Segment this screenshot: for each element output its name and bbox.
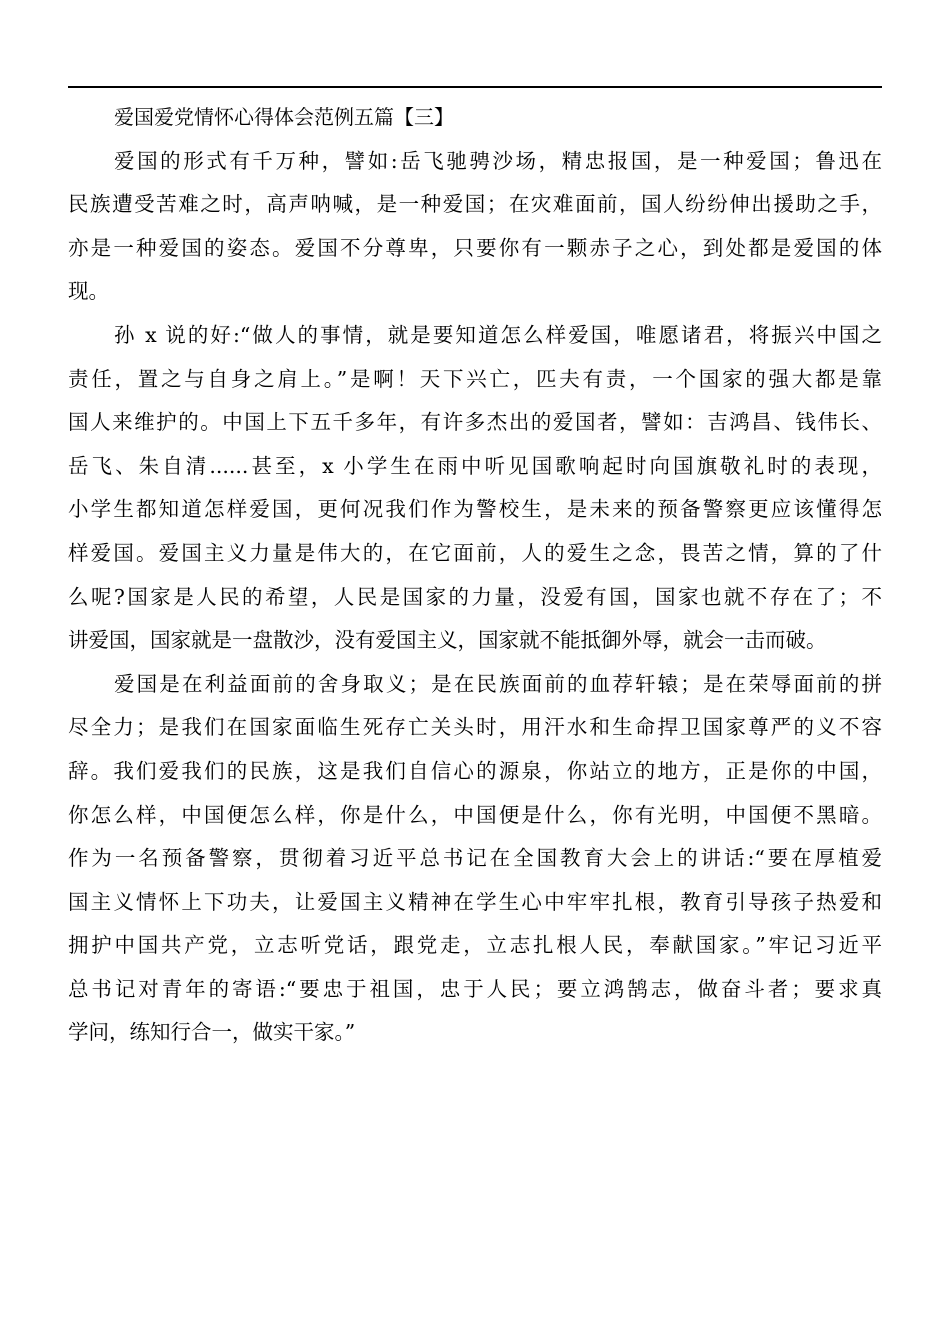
header-rule (68, 86, 882, 88)
paragraph-line: 国主义情怀上下功夫，让爱国主义精神在学生心中牢牢扎根，教育引导孩子热爱和 (68, 889, 882, 914)
paragraph-line: 民族遭受苦难之时，高声呐喊，是一种爱国；在灾难面前，国人纷纷伸出援助之手， (68, 192, 882, 217)
paragraph-line: 爱国的形式有千万种，譬如:岳飞驰骋沙场，精忠报国，是一种爱国；鲁迅在 (114, 148, 882, 173)
document-title: 爱国爱党情怀心得体会范例五篇【三】 (114, 105, 454, 129)
paragraph-line: 责任，置之与自身之肩上。”是啊！天下兴亡，匹夫有责，一个国家的强大都是靠 (68, 366, 882, 391)
paragraph-line: 小学生都知道怎样爱国，更何况我们作为警校生，是未来的预备警察更应该懂得怎 (68, 497, 882, 522)
paragraph-line: 国人来维护的。中国上下五千多年，有许多杰出的爱国者，譬如：吉鸿昌、钱伟长、 (68, 410, 882, 435)
paragraph-line: 讲爱国，国家就是一盘散沙，没有爱国主义，国家就不能抵御外辱，就会一击而破。 (68, 628, 827, 653)
paragraph-line: 爱国是在利益面前的舍身取义；是在民族面前的血荐轩辕；是在荣辱面前的拼 (114, 671, 882, 696)
paragraph-3 (68, 663, 882, 1055)
paragraph-line: 孙 x 说的好:“做人的事情，就是要知道怎么样爱国，唯愿诸君，将振兴中国之 (114, 322, 882, 347)
paragraph-line: 学问，练知行合一，做实干家。” (68, 1020, 356, 1045)
paragraph-1 (68, 140, 882, 314)
paragraph-line: 么呢?国家是人民的希望，人民是国家的力量，没爱有国，国家也就不存在了；不 (68, 584, 882, 609)
paragraph-line: 辞。我们爱我们的民族，这是我们自信心的源泉，你站立的地方，正是你的中国， (68, 758, 882, 783)
paragraph-line: 岳飞、朱自清......甚至，x 小学生在雨中听见国歌响起时向国旗敬礼时的表现， (68, 453, 882, 478)
paragraph-line: 你怎么样，中国便怎么样，你是什么，中国便是什么，你有光明，中国便不黑暗。 (68, 802, 882, 827)
paragraph-line: 现。 (68, 279, 109, 304)
paragraph-line: 亦是一种爱国的姿态。爱国不分尊卑，只要你有一颗赤子之心，到处都是爱国的体 (68, 235, 882, 260)
paragraph-line: 样爱国。爱国主义力量是伟大的，在它面前，人的爱生之念，畏苦之情，算的了什 (68, 540, 882, 565)
document-body (68, 96, 882, 1055)
paragraph-2 (68, 314, 882, 663)
paragraph-line: 尽全力；是我们在国家面临生死存亡关头时，用汗水和生命捍卫国家尊严的义不容 (68, 715, 882, 740)
paragraph-line: 作为一名预备警察，贯彻着习近平总书记在全国教育大会上的讲话:“要在厚植爱 (68, 846, 882, 871)
paragraph-line: 总书记对青年的寄语:“要忠于祖国，忠于人民；要立鸿鹄志，做奋斗者；要求真 (68, 976, 882, 1001)
paragraph-line: 拥护中国共产党，立志听党话，跟党走，立志扎根人民，奉献国家。”牢记习近平 (68, 933, 882, 958)
